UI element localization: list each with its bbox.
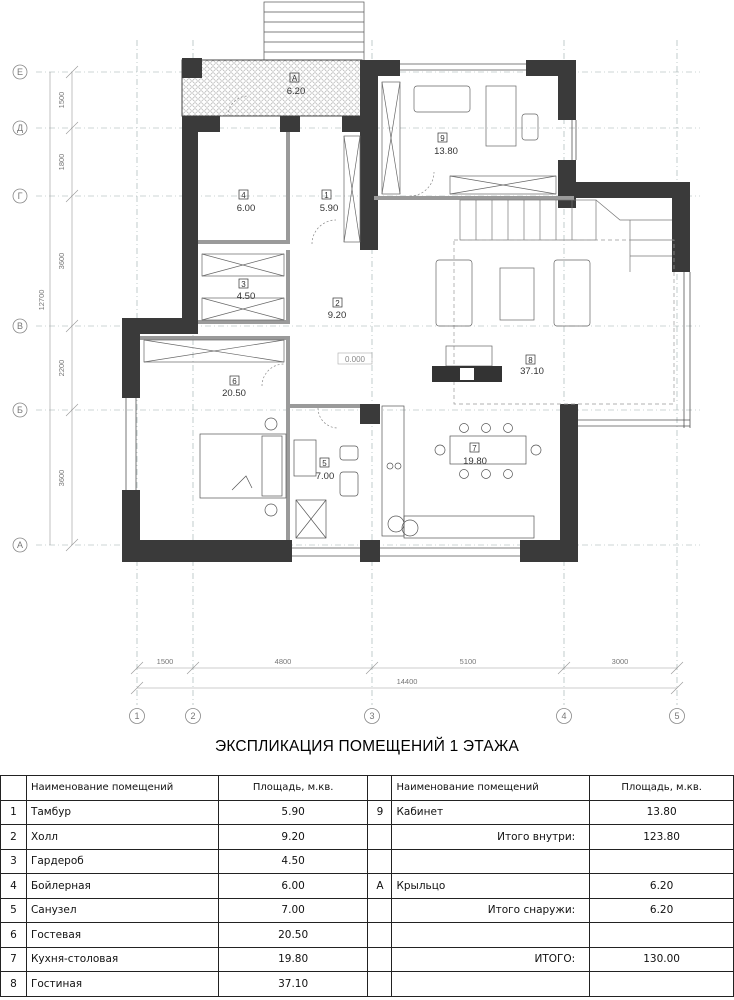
room-area-5: 7.00	[315, 471, 335, 482]
room-no-9: 9	[440, 134, 445, 143]
row-area: 37.10	[218, 972, 368, 997]
table-row	[1, 849, 734, 874]
dim-bottom-2: 4800	[274, 657, 292, 666]
axis-label-1: 1	[134, 711, 140, 721]
room-area-8: 37.10	[520, 366, 544, 377]
row-no: 9	[368, 800, 392, 825]
dim-left-3: 3600	[57, 252, 66, 270]
row-area: 7.00	[218, 898, 368, 923]
dim-left-4: 2200	[57, 359, 66, 377]
row-area: 6.00	[218, 874, 368, 899]
living-furniture	[436, 260, 590, 366]
row-no: А	[368, 874, 392, 899]
dim-bottom-4: 3000	[611, 657, 629, 666]
row-name	[392, 923, 590, 948]
row-name: Крыльцо	[392, 874, 590, 899]
dim-left-1: 1500	[57, 91, 66, 109]
row-no: 8	[1, 972, 27, 997]
axis-label-v: В	[16, 321, 24, 331]
room-no-7: 7	[472, 444, 477, 453]
axis-label-e: Е	[16, 67, 24, 77]
row-no	[368, 947, 392, 972]
row-no: 5	[1, 898, 27, 923]
row-area	[590, 972, 734, 997]
axis-letters	[13, 65, 27, 552]
fireplace	[432, 366, 502, 382]
dim-bottom-1: 1500	[156, 657, 174, 666]
table-title: ЭКСПЛИКАЦИЯ ПОМЕЩЕНИЙ 1 ЭТАЖА	[214, 738, 520, 755]
room-area-4: 6.00	[236, 203, 256, 214]
row-no: 2	[1, 825, 27, 850]
axis-label-a: А	[16, 540, 24, 550]
header-area-right: Площадь, м.кв.	[590, 776, 734, 801]
row-name: Тамбур	[26, 800, 218, 825]
axis-label-g: Г	[17, 191, 23, 201]
walls	[122, 58, 690, 562]
room-area-porch: 6.20	[286, 86, 306, 97]
row-area: 130.00	[590, 947, 734, 972]
row-no: 4	[1, 874, 27, 899]
row-name	[392, 849, 590, 874]
row-name: Итого внутри:	[392, 825, 590, 850]
room-area-7: 19.80	[463, 456, 487, 467]
kitchen-furniture	[382, 406, 541, 538]
row-name: Кабинет	[392, 800, 590, 825]
row-name: Гостевая	[26, 923, 218, 948]
room-no-6: 6	[232, 377, 237, 386]
row-name: Гостиная	[26, 972, 218, 997]
table-row	[1, 800, 734, 825]
row-area: 123.80	[590, 825, 734, 850]
table-row	[1, 972, 734, 997]
stairs	[460, 200, 672, 272]
row-no	[368, 898, 392, 923]
axis-label-2: 2	[190, 711, 196, 721]
porch	[182, 60, 362, 116]
header-name: Наименование помещений	[26, 776, 218, 801]
office-furniture	[414, 86, 538, 146]
room-no-4: 4	[241, 191, 246, 200]
room-no-porch: А	[291, 74, 298, 83]
room-area-3: 4.50	[236, 291, 256, 302]
doors	[228, 96, 434, 428]
header-name-right: Наименование помещений	[392, 776, 590, 801]
dim-bottom-3: 5100	[459, 657, 477, 666]
row-area: 19.80	[218, 947, 368, 972]
room-no-8: 8	[528, 356, 533, 365]
table-row	[1, 874, 734, 899]
row-area: 6.20	[590, 898, 734, 923]
row-area: 20.50	[218, 923, 368, 948]
axis-label-d: Д	[16, 123, 24, 133]
axis-numbers	[130, 709, 685, 724]
row-name: Кухня-столовая	[26, 947, 218, 972]
row-no: 6	[1, 923, 27, 948]
axis-label-4: 4	[561, 711, 567, 721]
level-mark: 0.000	[344, 355, 366, 364]
row-name: Бойлерная	[26, 874, 218, 899]
dim-bottom-total: 14400	[396, 677, 418, 686]
table-row	[1, 898, 734, 923]
room-schedule-table	[0, 775, 734, 997]
room-no-1: 1	[324, 191, 329, 200]
window-lines	[126, 64, 690, 556]
row-area: 9.20	[218, 825, 368, 850]
table-header-row	[1, 776, 734, 801]
dim-left-total: 12700	[37, 289, 46, 311]
row-name: Итого снаружи:	[392, 898, 590, 923]
row-area	[590, 923, 734, 948]
row-area: 13.80	[590, 800, 734, 825]
axis-label-5: 5	[674, 711, 680, 721]
row-no: 3	[1, 849, 27, 874]
row-name	[392, 972, 590, 997]
table-row	[1, 923, 734, 948]
room-no-3: 3	[241, 280, 246, 289]
row-no	[368, 923, 392, 948]
table-row	[1, 825, 734, 850]
row-area: 5.90	[218, 800, 368, 825]
axis-label-b: Б	[17, 405, 23, 415]
row-area	[590, 849, 734, 874]
dim-left-2: 1800	[57, 153, 66, 171]
room-area-6: 20.50	[222, 388, 246, 399]
room-area-2: 9.20	[327, 310, 347, 321]
row-area: 6.20	[590, 874, 734, 899]
row-no	[368, 849, 392, 874]
bedroom-furniture	[200, 418, 286, 516]
row-no: 1	[1, 800, 27, 825]
row-no: 7	[1, 947, 27, 972]
entrance-steps	[264, 2, 364, 64]
room-area-9: 13.80	[434, 146, 458, 157]
row-name: Гардероб	[26, 849, 218, 874]
row-area: 4.50	[218, 849, 368, 874]
partitions	[140, 132, 574, 540]
row-no	[368, 972, 392, 997]
row-no	[368, 825, 392, 850]
room-area-1: 5.90	[319, 203, 339, 214]
room-no-5: 5	[322, 459, 327, 468]
row-name: ИТОГО:	[392, 947, 590, 972]
axis-label-3: 3	[369, 711, 375, 721]
table-row	[1, 947, 734, 972]
header-area: Площадь, м.кв.	[218, 776, 368, 801]
bathroom-fixtures	[294, 440, 358, 538]
dim-left-5: 3600	[57, 469, 66, 487]
row-name: Холл	[26, 825, 218, 850]
row-name: Санузел	[26, 898, 218, 923]
room-no-2: 2	[335, 299, 340, 308]
